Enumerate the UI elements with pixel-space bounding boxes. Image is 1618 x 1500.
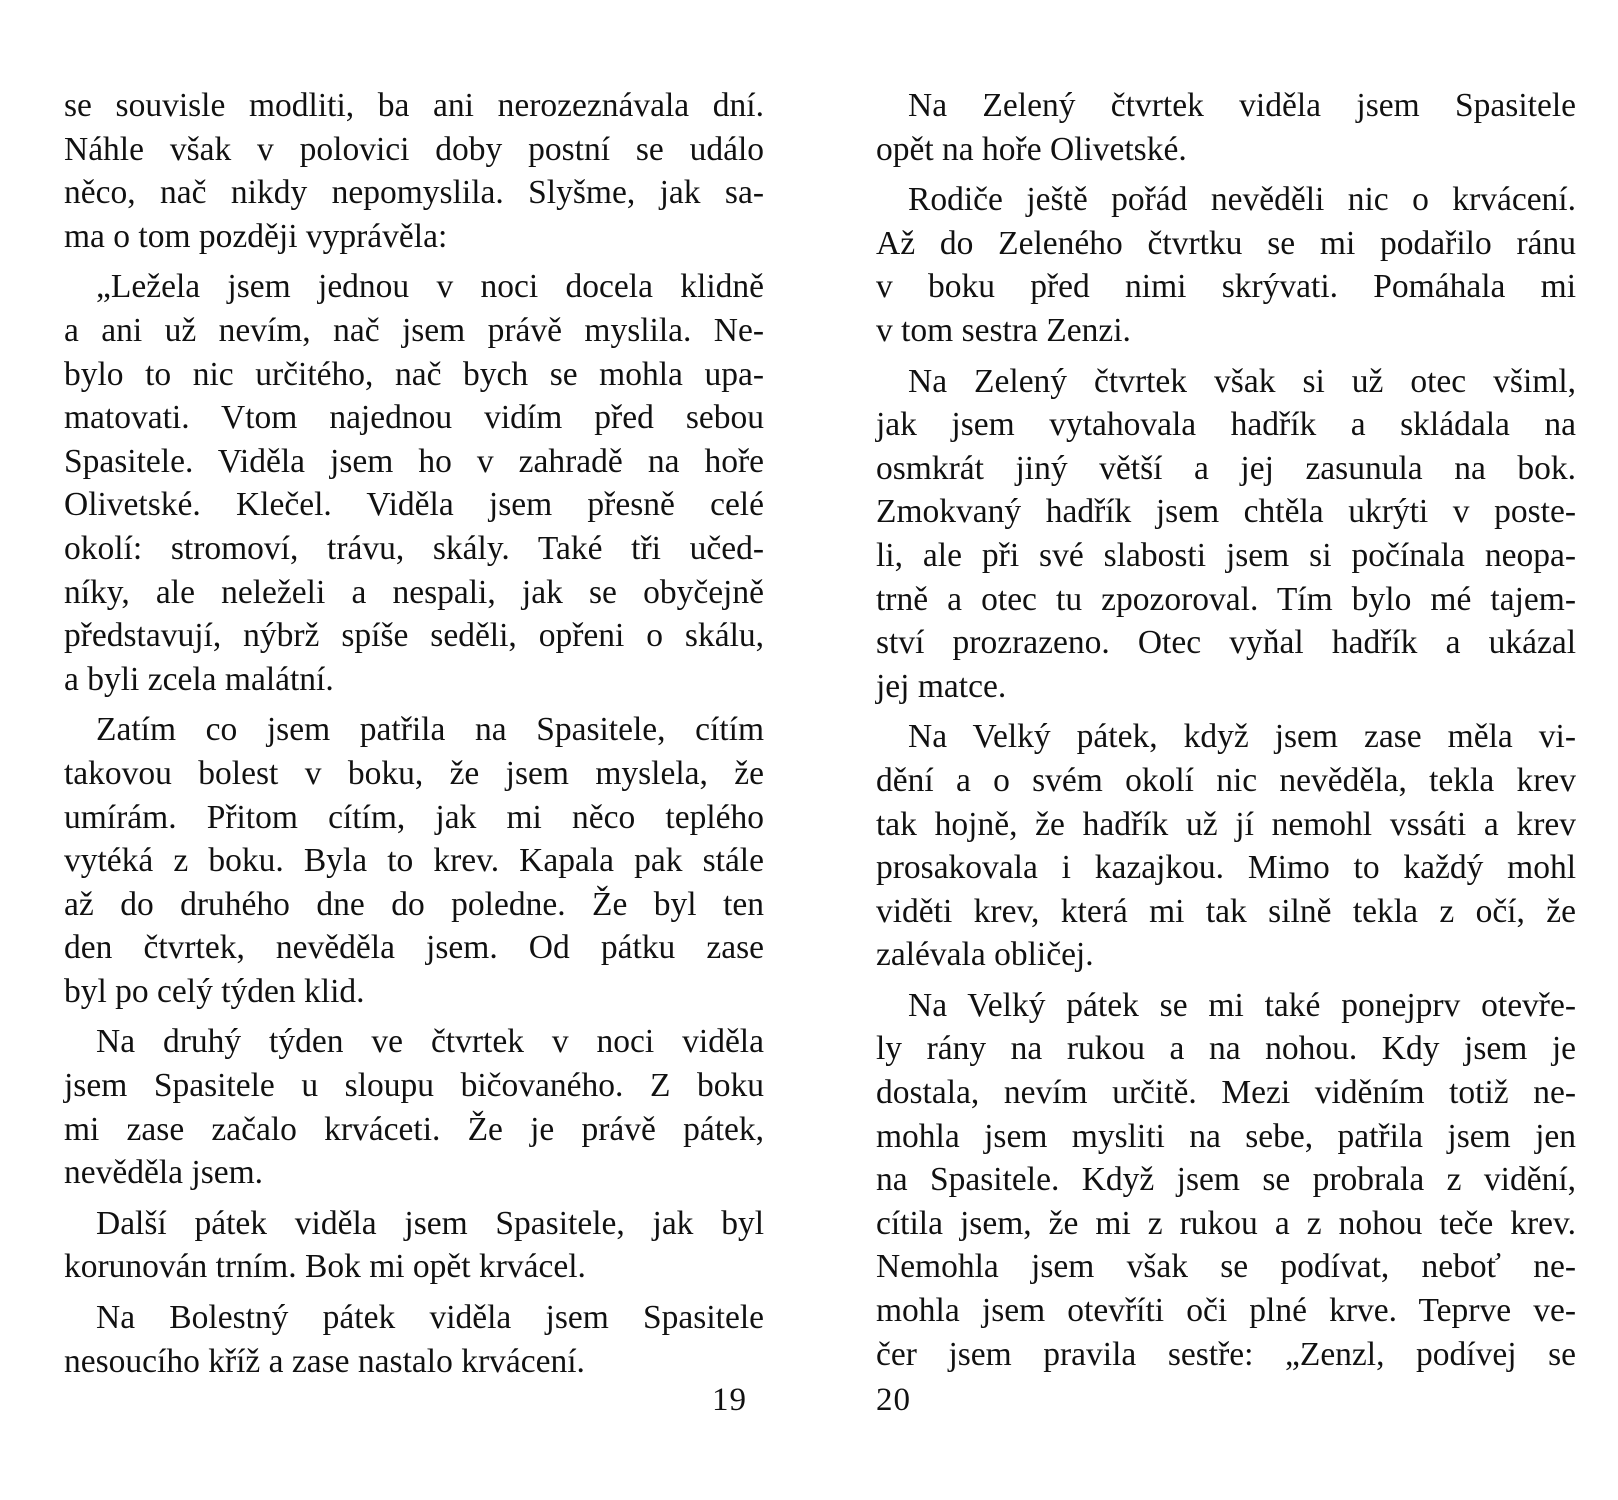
text-line: Náhle však v polovici doby postní se událo [64,130,764,168]
text-line: Rodiče ještě pořád nevěděli nic o krvácení. [908,181,1576,219]
text-line: Až do Zeleného čtvrtku se mi podařilo ránu [876,224,1576,262]
text-line: dění a o svém okolí nic nevěděla, tekla krev [876,761,1576,799]
text-line: na Spasitele. Když jsem se probrala z vidění, [876,1161,1576,1199]
text-line: jej matce. [876,667,1007,705]
text-line: okolí: stromoví, trávu, skály. Také tři učed- [64,529,764,567]
text-line: vytéká z boku. Byla to krev. Kapala pak stále [64,842,764,880]
text-line: se souvisle modliti, ba ani nerozeznávala dní. [64,87,764,124]
text-line: tak hojně, že hadřík už jí nemohl vssáti a krev [876,805,1576,843]
text-line: cítila jsem, že mi z rukou a z nohou teče krev. [876,1204,1576,1242]
text-line: jak jsem vytahovala hadřík a skládala na [876,406,1576,444]
text-line: byl po celý týden klid. [64,972,365,1010]
text-line: Na druhý týden ve čtvrtek v noci viděla [96,1023,764,1061]
paragraph [876,715,1576,977]
left-page-text [64,84,764,1383]
text-line: jsem Spasitele u sloupu bičovaného. Z boku [64,1067,764,1105]
text-line: zalévala obličej. [876,936,1094,974]
paragraph [64,84,764,258]
text-line: Nemohla jsem však se podívat, neboť ne- [876,1248,1576,1286]
text-line: umírám. Přitom cítím, jak mi něco teplého [64,798,764,836]
paragraph [876,178,1576,352]
text-line: opět na hoře Olivetské. [876,130,1187,168]
text-line: v tom sestra Zenzi. [876,311,1131,349]
text-line: korunován trním. Bok mi opět krvácel. [64,1248,586,1286]
text-line: a ani už nevím, nač jsem právě myslila. Ne- [64,311,764,349]
text-line: Na Zelený čtvrtek viděla jsem Spasitele [908,87,1576,124]
text-line: níky, ale neleželi a nespali, jak se obyčejně [64,573,764,611]
paragraph [64,1020,764,1194]
text-line: Zmokvaný hadřík jsem chtěla ukrýti v poste- [876,493,1576,531]
text-line: Zatím co jsem patřila na Spasitele, cítím [96,711,764,749]
text-line: něco, nač nikdy nepomyslila. Slyšme, jak sa- [64,174,764,212]
text-line: prosakovala i kazajkou. Mimo to každý mohl [876,849,1576,887]
text-line: až do druhého dne do poledne. Že byl ten [64,885,764,923]
text-line: Na Bolestný pátek viděla jsem Spasitele [96,1299,764,1337]
text-line: představují, nýbrž spíše seděli, opřeni o skálu, [64,617,764,655]
paragraph [64,265,764,701]
paragraph [876,984,1576,1376]
text-line: viděti krev, která mi tak silně tekla z očí, že [876,892,1576,930]
text-line: Spasitele. Viděla jsem ho v zahradě na hoře [64,442,764,480]
text-line: nevěděla jsem. [64,1154,264,1192]
text-line: v boku před nimi skrývati. Pomáhala mi [876,268,1576,306]
text-line: den čtvrtek, nevěděla jsem. Od pátku zase [64,929,764,967]
text-line: „Ležela jsem jednou v noci docela klidně [96,268,764,306]
text-line: trně a otec tu zpozoroval. Tím bylo mé tajem- [876,580,1576,618]
paragraph [64,1296,764,1383]
text-line: mi zase začalo krváceti. Že je právě pátek, [64,1110,764,1148]
text-line: takovou bolest v boku, že jsem myslela, že [64,754,764,792]
text-line: Na Zelený čtvrtek však si už otec všiml, [908,362,1576,400]
text-line: ly rány na rukou a na nohou. Kdy jsem je [876,1030,1576,1068]
text-line: čer jsem pravila sestře: „Zenzl, podívej se [876,1335,1576,1373]
text-line: osmkrát jiný větší a jej zasunula na bok. [876,449,1576,487]
text-line: Další pátek viděla jsem Spasitele, jak byl [96,1204,764,1242]
text-line: ma o tom později vyprávěla: [64,217,448,255]
text-line: Na Velký pátek se mi také ponejprv otevře- [908,986,1576,1024]
page-number-right: 20 [876,1382,911,1418]
paragraph [876,84,1576,171]
text-line: ství prozrazeno. Otec vyňal hadřík a ukázal [876,624,1576,662]
text-line: mohla jsem otevříti oči plné krve. Teprve ve- [876,1292,1576,1330]
text-line: Na Velký pátek, když jsem zase měla vi- [908,718,1576,756]
paragraph [876,360,1576,709]
text-line: nesoucího kříž a zase nastalo krvácení. [64,1342,585,1380]
right-page-text [876,84,1576,1376]
paragraph [64,708,764,1013]
text-line: bylo to nic určitého, nač bych se mohla upa- [64,355,764,393]
text-line: dostala, nevím určitě. Mezi viděním totiž ne- [876,1074,1576,1112]
text-line: Olivetské. Klečel. Viděla jsem přesně celé [64,486,764,524]
text-line: mohla jsem mysliti na sebe, patřila jsem jen [876,1117,1576,1155]
text-line: li, ale při své slabosti jsem si počínala neopa- [876,536,1576,574]
paragraph [64,1202,764,1289]
text-line: matovati. Vtom najednou vidím před sebou [64,399,764,437]
text-line: a byli zcela malátní. [64,660,334,698]
page-number-left: 19 [712,1382,747,1418]
